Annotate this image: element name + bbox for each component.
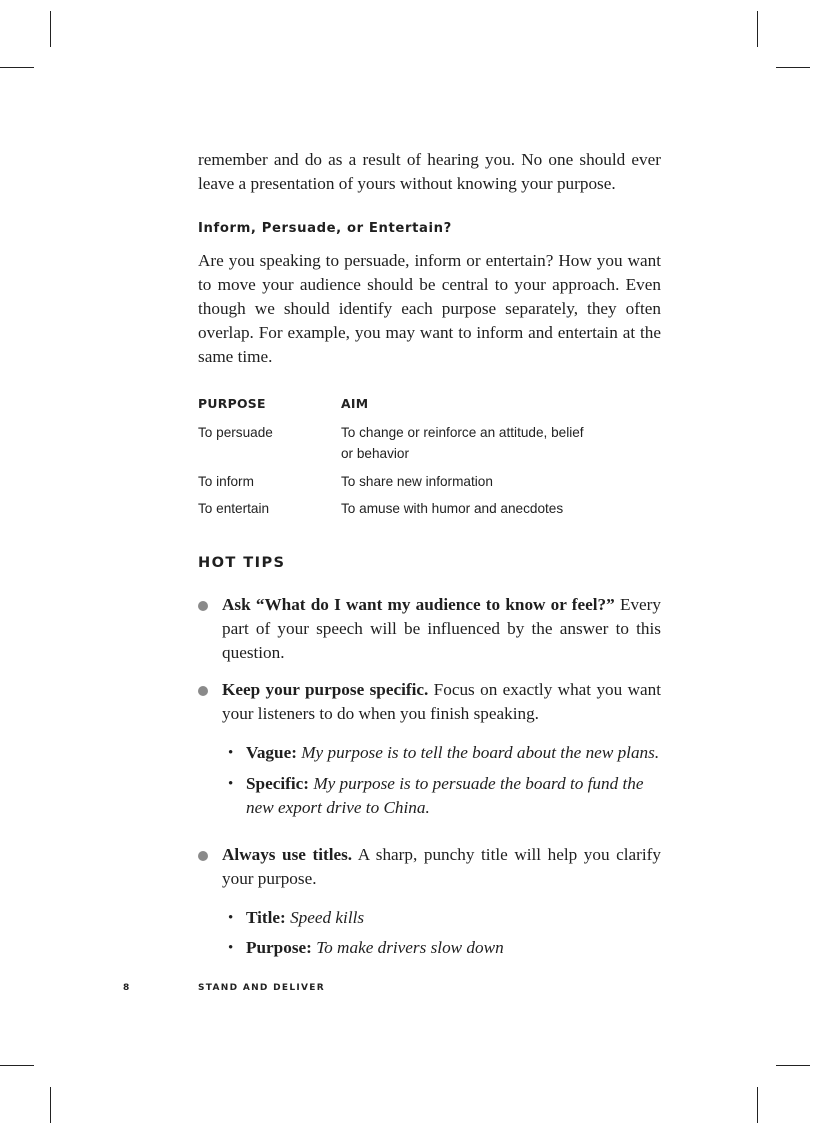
- example-label: Purpose:: [246, 938, 312, 957]
- intro-paragraph: remember and do as a result of hearing you. No one should ever leave a presentation of yours without knowing your purpose.: [198, 150, 661, 193]
- hot-tips-heading: HOT TIPS: [198, 554, 286, 571]
- table-row: [198, 422, 661, 464]
- section-paragraph: Are you speaking to persuade, inform or entertain? How you want to move your audience should be central to your approach. Even though we should identify each purpose separately, they often overlap. For example, you may want to inform and entertain at the same time.: [198, 251, 661, 366]
- bullet-circle-icon: [198, 686, 208, 696]
- table-header-aim: AIM: [341, 396, 369, 411]
- example-item: [228, 906, 661, 930]
- example-item: [228, 936, 661, 960]
- hot-tip-lead: Always use titles.: [222, 845, 353, 864]
- table-row: [198, 471, 661, 492]
- example-item: [228, 772, 661, 820]
- hot-tip-text: A sharp, punchy title will help you clarify your purpose.: [222, 845, 661, 888]
- running-footer-title: STAND AND DELIVER: [198, 983, 325, 993]
- example-label: Specific:: [246, 774, 310, 793]
- table-cell-aim: To share new information: [341, 474, 493, 489]
- crop-mark-top-right-horizontal: [776, 67, 810, 68]
- table-header-purpose: PURPOSE: [198, 396, 266, 411]
- hot-tip-item: [222, 593, 661, 665]
- bullet-dot-icon: •: [228, 910, 234, 926]
- table-cell-aim: To amuse with humor and anecdotes: [341, 501, 564, 516]
- example-label: Title:: [246, 908, 286, 927]
- crop-mark-bottom-right-vertical: [757, 1087, 758, 1123]
- hot-tip-lead: Ask “What do I want my audience to know or feel?”: [222, 595, 615, 614]
- crop-mark-bottom-left-horizontal: [0, 1065, 34, 1066]
- crop-mark-top-right-vertical: [757, 11, 758, 47]
- example-text: My purpose is to persuade the board to fund the new export drive to China.: [246, 774, 644, 817]
- bullet-dot-icon: •: [228, 776, 234, 792]
- bullet-dot-icon: •: [228, 940, 234, 956]
- page-number: 8: [123, 983, 131, 993]
- crop-mark-top-left-horizontal: [0, 67, 34, 68]
- table-header-row: [198, 396, 661, 411]
- hot-tip-text: Every part of your speech will be influenced by the answer to this question.: [222, 595, 661, 662]
- table-cell-aim-line2: or behavior: [341, 446, 410, 461]
- hot-tip-lead: Keep your purpose specific.: [222, 680, 429, 699]
- table-cell-purpose: To inform: [198, 474, 254, 489]
- table-cell-aim: [341, 422, 661, 464]
- crop-mark-bottom-right-horizontal: [776, 1065, 810, 1066]
- example-label: Vague:: [246, 743, 297, 762]
- bullet-circle-icon: [198, 601, 208, 611]
- example-item: [228, 741, 661, 765]
- crop-mark-top-left-vertical: [50, 11, 51, 47]
- bullet-dot-icon: •: [228, 745, 234, 761]
- example-text: Speed kills: [290, 908, 365, 927]
- hot-tip-item: [222, 678, 661, 726]
- crop-mark-bottom-left-vertical: [50, 1087, 51, 1123]
- table-cell-purpose: To entertain: [198, 501, 270, 516]
- table-cell-aim-line1: To change or reinforce an attitude, belief: [341, 425, 584, 440]
- bullet-circle-icon: [198, 851, 208, 861]
- table-cell-purpose: To persuade: [198, 425, 273, 440]
- section-heading: Inform, Persuade, or Entertain?: [198, 221, 452, 236]
- example-text: My purpose is to tell the board about the new plans.: [301, 743, 660, 762]
- hot-tip-item: [222, 843, 661, 891]
- table-row: [198, 498, 661, 519]
- hot-tip-text: Focus on exactly what you want your listeners to do when you finish speaking.: [222, 680, 662, 723]
- example-text: To make drivers slow down: [316, 938, 504, 957]
